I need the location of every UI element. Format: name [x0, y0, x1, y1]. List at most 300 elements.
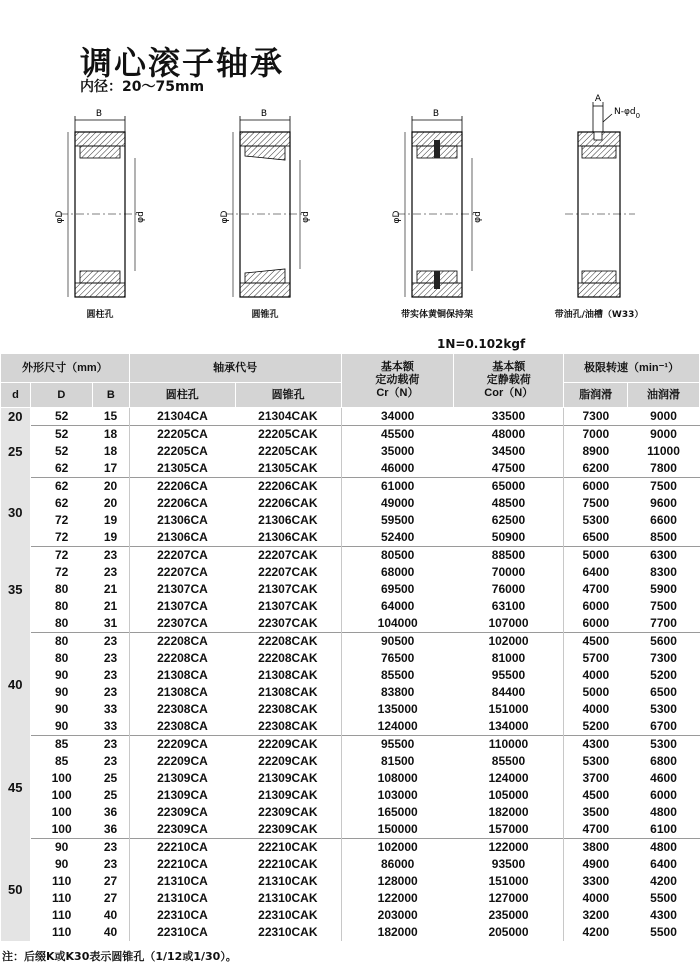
table-row — [1, 408, 700, 426]
header-d: d — [1, 383, 31, 408]
cell-grease-speed: 4700 — [582, 822, 610, 836]
cell-bore-diameter: 30 — [1, 478, 31, 547]
header-code: 轴承代号 — [129, 354, 341, 383]
cell-grease-speed: 8900 — [582, 444, 610, 458]
table-row — [1, 856, 700, 873]
cell-dynamic-load: 165000 — [377, 805, 418, 819]
cell-width: 20 — [92, 478, 129, 496]
cell-static-load: 122000 — [454, 839, 564, 857]
cell-grease-speed: 3300 — [582, 874, 610, 888]
cell-tapered-code: 22309CAK — [235, 804, 341, 821]
cell-width: 23 — [92, 856, 129, 873]
cell-bore-diameter: 25 — [1, 426, 31, 478]
table-row — [1, 873, 700, 890]
table-row — [1, 787, 700, 804]
cell-static-load: 110000 — [454, 736, 564, 754]
cell-outer-diameter: 80 — [54, 582, 69, 596]
table-row — [1, 564, 700, 581]
cell-outer-diameter: 72 — [54, 513, 69, 527]
cell-dynamic-load: 108000 — [377, 771, 418, 785]
cell-oil-speed: 7800 — [650, 461, 677, 475]
cell-oil-speed: 6100 — [650, 822, 677, 836]
cell-tapered-code: 22309CAK — [235, 821, 341, 839]
diagram2-label-D: φD — [220, 210, 230, 224]
header-cr-line2: 定动载荷 — [375, 374, 420, 386]
cell-cylindrical-code: 22209CA — [157, 754, 208, 768]
diagram-caption-cylindrical: 圆柱孔 — [86, 310, 114, 320]
cell-cylindrical-code: 22208CA — [157, 651, 208, 665]
header-cor-line3: Cor（N） — [484, 387, 534, 399]
cell-tapered-code: 22210CAK — [235, 856, 341, 873]
cell-dynamic-load: 45500 — [341, 426, 454, 444]
cell-tapered-code: 22308CAK — [235, 701, 341, 718]
cell-dynamic-load: 68000 — [380, 565, 415, 579]
footnote: 注：后缀K或K30表示圆锥孔（1/12或1/30）。 — [2, 950, 237, 963]
cell-grease-speed: 5200 — [582, 719, 610, 733]
cell-width: 40 — [92, 907, 129, 924]
table-row — [1, 684, 700, 701]
cell-bore-diameter: 40 — [1, 633, 31, 736]
unit-note: 1N=0.102kgf — [437, 337, 526, 351]
cell-cylindrical-code: 21309CA — [157, 771, 208, 785]
table-row — [1, 495, 700, 512]
header-cr — [341, 354, 454, 408]
cell-cylindrical-code: 22309CA — [157, 822, 208, 836]
cell-static-load: 107000 — [454, 615, 564, 633]
cell-static-load: 151000 — [454, 701, 564, 718]
cell-dynamic-load: 104000 — [377, 616, 418, 630]
bearing-diagrams-svg — [0, 92, 700, 332]
cell-oil-speed: 6300 — [628, 547, 700, 565]
table-row — [1, 581, 700, 598]
cell-static-load: 48500 — [454, 495, 564, 512]
cell-cylindrical-code: 22310CA — [157, 908, 208, 922]
cell-width: 19 — [92, 512, 129, 529]
cell-width: 33 — [92, 718, 129, 736]
table-row — [1, 478, 700, 496]
table-row — [1, 667, 700, 684]
cell-tapered-code: 21307CAK — [235, 598, 341, 615]
cell-cylindrical-code: 22309CA — [157, 805, 208, 819]
cell-tapered-code: 21310CAK — [235, 890, 341, 907]
cell-grease-speed: 5000 — [564, 547, 628, 565]
cell-outer-diameter: 85 — [30, 736, 92, 754]
cell-oil-speed: 5300 — [628, 736, 700, 754]
header-cor-line2: 定静载荷 — [486, 374, 531, 386]
cell-tapered-code: 21306CAK — [235, 512, 341, 529]
cell-tapered-code: 21308CAK — [235, 684, 341, 701]
cell-tapered-code: 22205CAK — [235, 443, 341, 460]
cell-dynamic-load: 76500 — [380, 651, 415, 665]
cell-static-load: 34500 — [454, 443, 564, 460]
cell-cylindrical-code: 22205CA — [129, 426, 235, 444]
cell-static-load: 95500 — [454, 667, 564, 684]
cell-bore-diameter: 45 — [1, 736, 31, 839]
cell-oil-speed: 7700 — [650, 616, 677, 630]
cell-grease-speed: 6000 — [564, 478, 628, 496]
cell-oil-speed: 4300 — [650, 908, 677, 922]
diagram3-label-B: B — [432, 109, 440, 119]
cell-dynamic-load: 90500 — [341, 633, 454, 651]
cell-grease-speed: 4300 — [564, 736, 628, 754]
cell-width: 25 — [92, 787, 129, 804]
cell-width: 31 — [92, 615, 129, 633]
cell-width: 21 — [92, 598, 129, 615]
cell-grease-speed: 4200 — [582, 925, 610, 939]
cell-outer-diameter: 110 — [51, 925, 72, 939]
table-row — [1, 839, 700, 857]
diagram-caption-tapered: 圆锥孔 — [251, 310, 279, 320]
cell-width: 23 — [92, 633, 129, 651]
cell-grease-speed: 6500 — [582, 530, 610, 544]
cell-width: 15 — [92, 408, 129, 426]
cell-outer-diameter: 72 — [54, 565, 69, 579]
cell-cylindrical-code: 21306CA — [157, 530, 208, 544]
cell-outer-diameter: 110 — [51, 874, 72, 888]
cell-static-load: 84400 — [454, 684, 564, 701]
cell-cylindrical-code: 22310CA — [157, 925, 208, 939]
cell-cylindrical-code: 21310CA — [157, 874, 208, 888]
cell-oil-speed: 4800 — [650, 805, 677, 819]
cell-oil-speed: 11000 — [647, 444, 680, 458]
cell-width: 23 — [92, 839, 129, 857]
cell-width: 33 — [92, 701, 129, 718]
cell-grease-speed: 3800 — [564, 839, 628, 857]
cell-grease-speed: 4000 — [582, 891, 610, 905]
diagram2-label-B: B — [260, 109, 268, 119]
diagram-brass-cage — [397, 116, 477, 297]
cell-tapered-code: 22207CAK — [235, 547, 341, 565]
cell-outer-diameter: 80 — [54, 616, 69, 630]
cell-grease-speed: 3200 — [582, 908, 610, 922]
cell-cylindrical-code: 22307CA — [157, 616, 208, 630]
cell-width: 40 — [92, 924, 129, 941]
cell-outer-diameter: 62 — [30, 478, 92, 496]
cell-static-load: 47500 — [454, 460, 564, 478]
cell-outer-diameter: 110 — [51, 891, 72, 905]
cell-dynamic-load: 64000 — [380, 599, 415, 613]
cell-oil-speed: 6600 — [650, 513, 677, 527]
bearing-diagrams — [0, 92, 700, 332]
diagram-label-B: B — [95, 109, 103, 119]
cell-tapered-code: 21309CAK — [235, 770, 341, 787]
cell-width: 19 — [92, 529, 129, 547]
cell-bore-diameter: 50 — [1, 839, 31, 942]
cell-cylindrical-code: 22209CA — [129, 736, 235, 754]
cell-tapered-code: 22310CAK — [235, 907, 341, 924]
cell-outer-diameter: 52 — [30, 426, 92, 444]
cell-width: 23 — [92, 667, 129, 684]
cell-grease-speed: 3700 — [582, 771, 610, 785]
diagram3-label-D: φD — [392, 210, 402, 224]
cell-tapered-code: 22307CAK — [235, 615, 341, 633]
cell-static-load: 76000 — [454, 581, 564, 598]
cell-outer-diameter: 110 — [51, 908, 72, 922]
cell-dynamic-load: 61000 — [341, 478, 454, 496]
cell-grease-speed: 6000 — [582, 599, 610, 613]
cell-dynamic-load: 128000 — [377, 874, 418, 888]
cell-cylindrical-code: 21307CA — [157, 599, 208, 613]
table-row — [1, 770, 700, 787]
header-B: B — [92, 383, 129, 408]
cell-outer-diameter: 72 — [54, 530, 69, 544]
cell-outer-diameter: 100 — [51, 805, 72, 819]
cell-width: 36 — [92, 804, 129, 821]
cell-grease-speed: 4500 — [564, 633, 628, 651]
cell-outer-diameter: 80 — [54, 651, 69, 665]
cell-oil-speed: 4200 — [650, 874, 677, 888]
cell-oil-speed: 5600 — [628, 633, 700, 651]
diagram-cylindrical — [60, 116, 140, 297]
diagram-tapered — [225, 116, 305, 297]
cell-width: 17 — [92, 460, 129, 478]
page-subtitle: 内径：20～75mm — [80, 79, 205, 95]
cell-width: 18 — [92, 443, 129, 460]
cell-static-load: 62500 — [454, 512, 564, 529]
cell-static-load: 205000 — [454, 924, 564, 941]
cell-oil-speed: 7300 — [650, 651, 677, 665]
cell-dynamic-load: 122000 — [377, 891, 418, 905]
cell-grease-speed: 7500 — [582, 496, 610, 510]
cell-width: 23 — [92, 753, 129, 770]
cell-cylindrical-code: 22205CA — [157, 444, 208, 458]
cell-dynamic-load: 80500 — [341, 547, 454, 565]
cell-outer-diameter: 62 — [54, 461, 69, 475]
cell-grease-speed: 5700 — [582, 651, 610, 665]
cell-outer-diameter: 100 — [51, 822, 72, 836]
cell-cylindrical-code: 22208CA — [129, 633, 235, 651]
cell-static-load: 102000 — [454, 633, 564, 651]
cell-oil-speed: 5500 — [650, 925, 677, 939]
cell-outer-diameter: 90 — [30, 839, 92, 857]
table-row — [1, 547, 700, 565]
cell-static-load: 33500 — [454, 408, 564, 426]
cell-oil-speed: 8500 — [650, 530, 677, 544]
cell-dynamic-load: 150000 — [377, 822, 418, 836]
header-oil: 油润滑 — [628, 383, 700, 408]
cell-dynamic-load: 49000 — [380, 496, 415, 510]
cell-static-load: 93500 — [454, 856, 564, 873]
cell-tapered-code: 22209CAK — [235, 753, 341, 770]
cell-oil-speed: 5900 — [650, 582, 677, 596]
cell-grease-speed: 5300 — [582, 754, 610, 768]
cell-oil-speed: 5500 — [650, 891, 677, 905]
cell-width: 25 — [92, 770, 129, 787]
diagram-oil-hole — [565, 102, 635, 297]
cell-outer-diameter: 85 — [54, 754, 69, 768]
cell-static-load: 127000 — [454, 890, 564, 907]
diagram-caption-brass-cage: 带实体黄铜保持架 — [400, 310, 473, 320]
cell-static-load: 81000 — [454, 650, 564, 667]
cell-static-load: 157000 — [454, 821, 564, 839]
cell-dynamic-load: 69500 — [380, 582, 415, 596]
diagram2-label-d: φd — [301, 211, 311, 223]
cell-width: 23 — [92, 684, 129, 701]
cell-outer-diameter: 52 — [54, 444, 69, 458]
cell-outer-diameter: 62 — [54, 496, 69, 510]
table-row — [1, 650, 700, 667]
cell-oil-speed: 5300 — [650, 702, 677, 716]
cell-static-load: 48000 — [454, 426, 564, 444]
table-row — [1, 753, 700, 770]
cell-cylindrical-code: 21309CA — [157, 788, 208, 802]
cell-dynamic-load: 46000 — [380, 461, 415, 475]
table-row — [1, 736, 700, 754]
cell-oil-speed: 6700 — [650, 719, 677, 733]
cell-outer-diameter: 80 — [30, 633, 92, 651]
cell-width: 23 — [92, 650, 129, 667]
cell-grease-speed: 3500 — [582, 805, 610, 819]
table-row — [1, 804, 700, 821]
cell-grease-speed: 6400 — [582, 565, 610, 579]
header-grease: 脂润滑 — [564, 383, 628, 408]
cell-dynamic-load: 59500 — [380, 513, 415, 527]
cell-tapered-code: 21305CAK — [235, 460, 341, 478]
cell-width: 21 — [92, 581, 129, 598]
cell-tapered-code: 21310CAK — [235, 873, 341, 890]
cell-tapered-code: 22209CAK — [235, 736, 341, 754]
cell-cylindrical-code: 21308CA — [157, 685, 208, 699]
cell-static-load: 65000 — [454, 478, 564, 496]
table-row — [1, 460, 700, 478]
cell-tapered-code: 21306CAK — [235, 529, 341, 547]
cell-outer-diameter: 90 — [54, 702, 69, 716]
cell-dynamic-load: 52400 — [380, 530, 415, 544]
table-row — [1, 512, 700, 529]
cell-static-load: 63100 — [454, 598, 564, 615]
cell-width: 18 — [92, 426, 129, 444]
cell-width: 36 — [92, 821, 129, 839]
cell-dynamic-load: 124000 — [377, 719, 418, 733]
cell-oil-speed: 6000 — [650, 788, 677, 802]
header-cor — [454, 354, 564, 408]
cell-outer-diameter: 100 — [51, 771, 72, 785]
cell-oil-speed: 9000 — [628, 426, 700, 444]
cell-tapered-code: 21308CAK — [235, 667, 341, 684]
cell-bore-diameter: 35 — [1, 547, 31, 633]
cell-grease-speed: 7000 — [564, 426, 628, 444]
cell-width: 23 — [92, 736, 129, 754]
cell-cylindrical-code: 22210CA — [129, 839, 235, 857]
cell-tapered-code: 22308CAK — [235, 718, 341, 736]
cell-dynamic-load: 182000 — [377, 925, 418, 939]
cell-static-load: 70000 — [454, 564, 564, 581]
cell-outer-diameter: 80 — [54, 599, 69, 613]
cell-dynamic-load: 103000 — [377, 788, 418, 802]
cell-dynamic-load: 135000 — [377, 702, 418, 716]
table-row — [1, 529, 700, 547]
cell-dynamic-load: 34000 — [341, 408, 454, 426]
cell-oil-speed: 7500 — [650, 599, 677, 613]
cell-dynamic-load: 102000 — [341, 839, 454, 857]
cell-outer-diameter: 90 — [54, 685, 69, 699]
diagram-label-D: φD — [55, 210, 65, 224]
cell-tapered-code: 22205CAK — [235, 426, 341, 444]
cell-width: 27 — [92, 890, 129, 907]
cell-grease-speed: 4000 — [582, 702, 610, 716]
cell-cylindrical-code: 21310CA — [157, 891, 208, 905]
cell-cylindrical-code: 22207CA — [157, 565, 208, 579]
cell-cylindrical-code: 21304CA — [129, 408, 235, 426]
diagram4-label-A: A — [594, 94, 602, 104]
cell-dynamic-load: 203000 — [377, 908, 418, 922]
cell-cylindrical-code: 22206CA — [129, 478, 235, 496]
cell-cylindrical-code: 21306CA — [157, 513, 208, 527]
cell-dynamic-load: 83800 — [380, 685, 415, 699]
cell-cylindrical-code: 21307CA — [157, 582, 208, 596]
diagram-caption-oil-hole: 带油孔/油槽（W33） — [554, 310, 644, 320]
cell-oil-speed: 9600 — [650, 496, 677, 510]
cell-grease-speed: 5300 — [582, 513, 610, 527]
cell-dynamic-load: 86000 — [380, 857, 415, 871]
cell-outer-diameter: 90 — [54, 857, 69, 871]
cell-width: 27 — [92, 873, 129, 890]
header-cylindrical: 圆柱孔 — [129, 383, 235, 408]
cell-oil-speed: 4600 — [650, 771, 677, 785]
header-tapered: 圆锥孔 — [235, 383, 341, 408]
cell-cylindrical-code: 21305CA — [157, 461, 208, 475]
cell-oil-speed: 8300 — [650, 565, 677, 579]
table-body — [1, 408, 700, 942]
cell-width: 23 — [92, 564, 129, 581]
cell-oil-speed: 7500 — [628, 478, 700, 496]
table-row — [1, 443, 700, 460]
cell-cylindrical-code: 22207CA — [129, 547, 235, 565]
cell-tapered-code: 22207CAK — [235, 564, 341, 581]
cell-dynamic-load: 81500 — [380, 754, 415, 768]
cell-static-load: 134000 — [454, 718, 564, 736]
cell-tapered-code: 21304CAK — [235, 408, 341, 426]
header-dims: 外形尺寸（mm） — [1, 354, 130, 383]
cell-static-load: 88500 — [454, 547, 564, 565]
cell-dynamic-load: 35000 — [380, 444, 415, 458]
cell-tapered-code: 22208CAK — [235, 633, 341, 651]
header-D: D — [30, 383, 92, 408]
cell-cylindrical-code: 22308CA — [157, 719, 208, 733]
cell-grease-speed: 4000 — [582, 668, 610, 682]
cell-oil-speed: 6500 — [650, 685, 677, 699]
cell-outer-diameter: 100 — [51, 788, 72, 802]
cell-static-load: 151000 — [454, 873, 564, 890]
cell-grease-speed: 7300 — [564, 408, 628, 426]
diagram3-label-d: φd — [473, 211, 483, 223]
cell-oil-speed: 9000 — [628, 408, 700, 426]
cell-grease-speed: 6000 — [582, 616, 610, 630]
cell-grease-speed: 4700 — [582, 582, 610, 596]
table-row — [1, 890, 700, 907]
cell-outer-diameter: 72 — [30, 547, 92, 565]
diagram-label-d: φd — [136, 211, 146, 223]
cell-static-load: 50900 — [454, 529, 564, 547]
table-row — [1, 426, 700, 444]
cell-bore-diameter: 20 — [1, 408, 31, 426]
cell-grease-speed: 4500 — [582, 788, 610, 802]
cell-cylindrical-code: 22210CA — [157, 857, 208, 871]
cell-outer-diameter: 52 — [30, 408, 92, 426]
header-speed: 极限转速（min⁻¹） — [564, 354, 700, 383]
cell-oil-speed: 4800 — [628, 839, 700, 857]
cell-cylindrical-code: 22206CA — [157, 496, 208, 510]
cell-tapered-code: 21309CAK — [235, 787, 341, 804]
table-row — [1, 598, 700, 615]
cell-tapered-code: 22208CAK — [235, 650, 341, 667]
cell-grease-speed: 4900 — [582, 857, 610, 871]
cell-tapered-code: 22310CAK — [235, 924, 341, 941]
cell-static-load: 105000 — [454, 787, 564, 804]
table-row — [1, 633, 700, 651]
cell-oil-speed: 6800 — [650, 754, 677, 768]
cell-tapered-code: 21307CAK — [235, 581, 341, 598]
